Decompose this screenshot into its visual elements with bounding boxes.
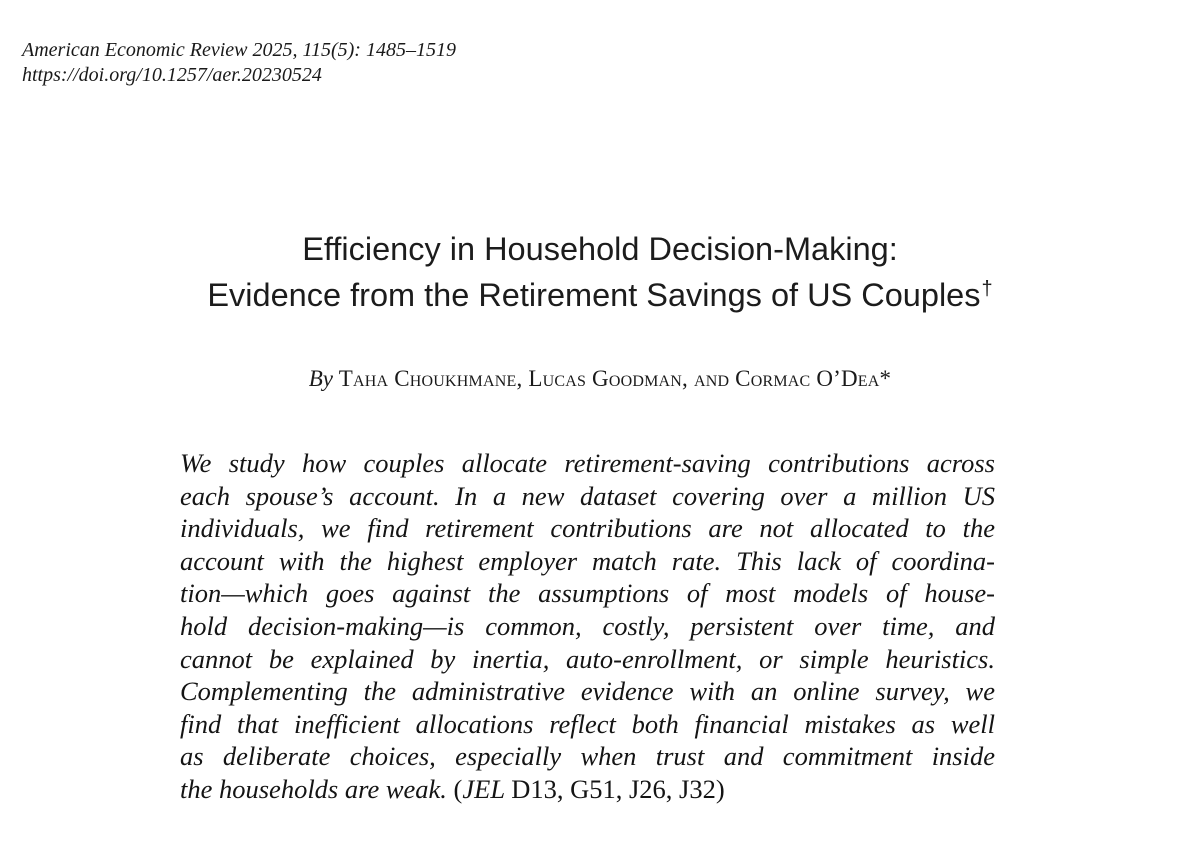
abstract-line: the households are weak. <box>180 773 447 804</box>
title-line-2-text: Evidence from the Retirement Savings of US Couples <box>207 277 981 313</box>
title-footnote-marker[interactable]: † <box>981 278 993 300</box>
abstract-line: each spouse’s account. In a new dataset covering over a million US <box>180 480 995 511</box>
abstract-line: Complementing the administrative evidence with an online survey, we <box>180 676 995 707</box>
jel-codes: D13, G51, J26, J32 <box>511 773 716 804</box>
abstract-line: find that inefficient allocations reflect both financial mistakes as well <box>180 708 995 739</box>
abstract-line: hold decision-making—is common, costly, persistent over time, and <box>180 610 995 641</box>
byline-by: By <box>308 366 334 391</box>
title-line-1: Efficiency in Household Decision-Making: <box>302 231 898 267</box>
author-names: Taha Choukhmane, Lucas Goodman, and Cormac O’Dea* <box>338 366 892 391</box>
abstract-line: We study how couples allocate retirement-saving contributions across <box>180 448 995 478</box>
jel-label: JEL <box>462 773 505 804</box>
jel-classification <box>454 774 725 804</box>
abstract-line: tion—which goes against the assumptions of most models of house- <box>180 578 995 609</box>
author-byline <box>0 364 1200 394</box>
abstract-line: account with the highest employer match rate. This lack of coordina- <box>180 545 995 576</box>
abstract-line: individuals, we find retirement contributions are not allocated to the <box>180 513 995 544</box>
abstract-line: as deliberate choices, especially when trust and commitment inside <box>180 741 995 772</box>
jel-close-paren: ) <box>715 773 725 804</box>
doi-link[interactable]: https://doi.org/10.1257/aer.20230524 <box>22 64 322 86</box>
journal-citation: American Economic Review 2025, 115(5): 1485–1519 <box>22 39 456 61</box>
jel-open-paren: ( <box>453 773 463 804</box>
journal-header <box>22 38 456 88</box>
paper-title <box>0 226 1200 318</box>
abstract-line: cannot be explained by inertia, auto-enrollment, or simple heuristics. <box>180 643 995 674</box>
title-line-2 <box>0 272 1200 318</box>
abstract <box>180 447 995 806</box>
abstract-last-line <box>180 773 995 806</box>
